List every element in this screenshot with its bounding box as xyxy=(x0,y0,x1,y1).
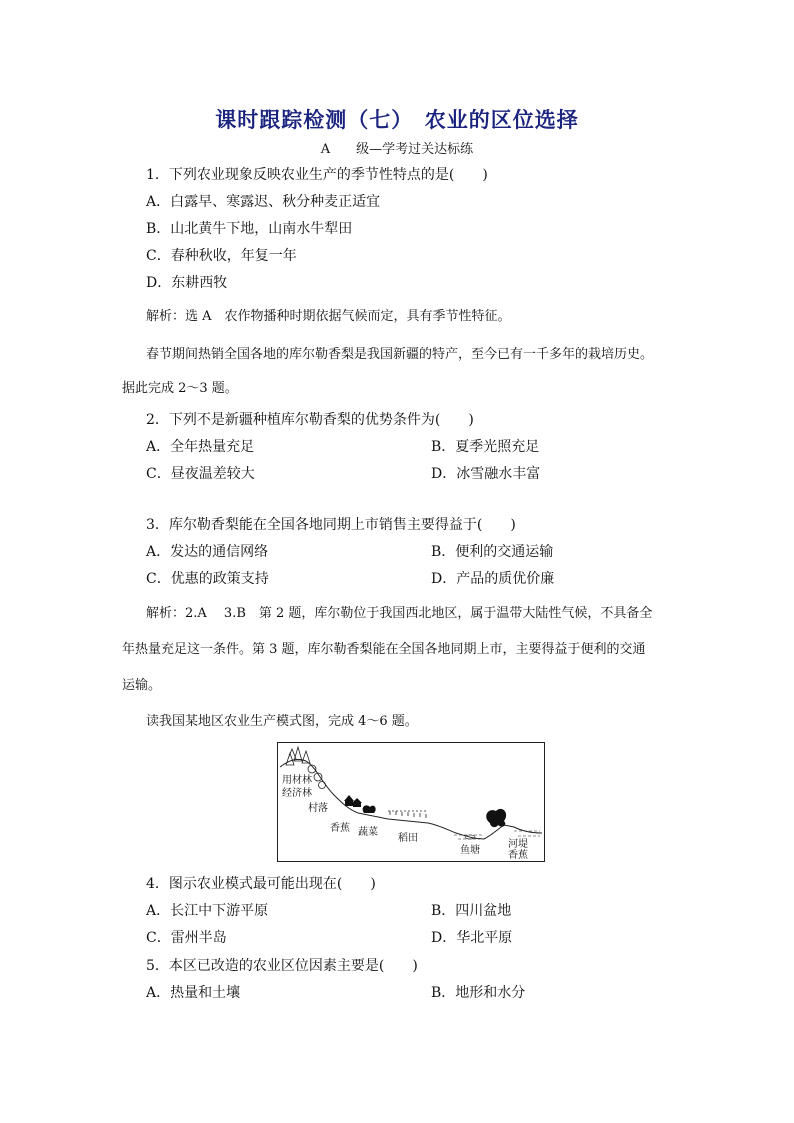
label-village: 村落 xyxy=(308,803,328,814)
q5-stem: 5．本区已改造的农业区位因素主要是( ) xyxy=(146,958,418,974)
passage2: 读我国某地区农业生产模式图，完成 4～6 题。 xyxy=(146,714,418,729)
passage1-line1: 春节期间热销全国各地的库尔勒香梨是我国新疆的特产，至今已有一千多年的栽培历史。 xyxy=(146,347,654,362)
fishpond-water xyxy=(454,831,540,839)
q4-option-c: C．雷州半岛 xyxy=(146,930,227,946)
q1-stem: 1．下列农业现象反映农业生产的季节性特点的是( ) xyxy=(146,167,488,183)
q5-option-a: A．热量和土壤 xyxy=(146,985,241,1001)
q3-stem: 3．库尔勒香梨能在全国各地同期上市销售主要得益于( ) xyxy=(146,517,516,533)
q1-option-d: D．东耕西牧 xyxy=(146,275,228,291)
agriculture-model-figure xyxy=(277,742,545,862)
q4-option-b: B．四川盆地 xyxy=(431,903,512,919)
q3-analysis-line1: 解析：2.A 3.B 第 2 题，库尔勒位于我国西北地区，属于温带大陆性气候，不具备全 xyxy=(146,606,653,621)
label-fishpond: 鱼塘 xyxy=(460,845,480,856)
q3-option-b: B．便利的交通运输 xyxy=(431,544,554,560)
q1-analysis: 解析：选 A 农作物播种时期依据气候而定，具有季节性特征。 xyxy=(146,309,511,324)
q4-option-d: D．华北平原 xyxy=(431,930,513,946)
dike-tree-icon xyxy=(486,809,506,827)
q4-option-a: A．长江中下游平原 xyxy=(146,903,269,919)
q5-option-b: B．地形和水分 xyxy=(431,985,526,1001)
q1-option-b: B．山北黄牛下地，山南水牛犁田 xyxy=(146,221,353,237)
q2-option-b: B．夏季光照充足 xyxy=(431,439,540,455)
q1-option-c: C．春种秋收，年复一年 xyxy=(146,248,297,264)
q4-stem: 4．图示农业模式最可能出现在( ) xyxy=(146,876,376,892)
label-economic-forest: 经济林 xyxy=(282,788,312,799)
section-subtitle: A 级—学考过关达标练 xyxy=(320,142,474,157)
q1-option-a: A．白露早、寒露迟、秋分种麦正适宜 xyxy=(146,194,381,210)
passage1-line2: 据此完成 2～3 题。 xyxy=(122,381,238,396)
q2-option-c: C．昼夜温差较大 xyxy=(146,466,255,482)
q2-option-a: A．全年热量充足 xyxy=(146,439,255,455)
label-timber-forest: 用材林 xyxy=(282,775,312,786)
q3-analysis-line2: 年热量充足这一条件。第 3 题，库尔勒香梨能在全国各地同期上市，主要得益于便利的交通 xyxy=(122,642,646,657)
vegetable-field-icon xyxy=(388,811,428,818)
label-dike-banana: 香蕉 xyxy=(508,850,528,861)
q3-option-d: D．产品的质优价廉 xyxy=(431,571,555,587)
q3-option-c: C．优惠的政策支持 xyxy=(146,571,269,587)
page-title: 课时跟踪检测（七） 农业的区位选择 xyxy=(215,107,579,132)
banana-plant-icon xyxy=(363,805,376,813)
village-icon xyxy=(344,795,362,807)
q3-analysis-line3: 运输。 xyxy=(122,678,162,693)
label-banana: 香蕉 xyxy=(330,823,350,834)
q2-stem: 2．下列不是新疆种植库尔勒香梨的优势条件为( ) xyxy=(146,412,474,428)
label-vegetable: 蔬菜 xyxy=(358,827,378,838)
q2-option-d: D．冰雪融水丰富 xyxy=(431,466,541,482)
label-paddy: 稻田 xyxy=(398,833,418,844)
label-dike: 河堤 xyxy=(508,839,528,850)
terrain-line xyxy=(280,759,542,839)
terrain-diagram xyxy=(278,743,544,861)
q3-option-a: A．发达的通信网络 xyxy=(146,544,269,560)
